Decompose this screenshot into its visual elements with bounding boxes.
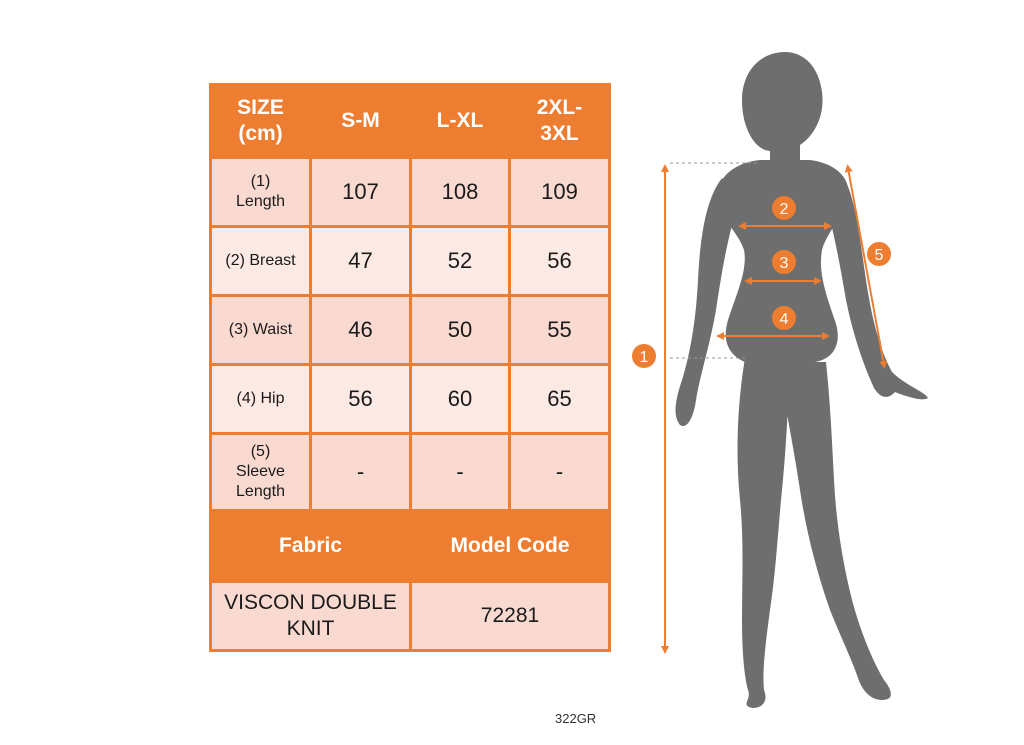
svg-text:2: 2 <box>779 201 789 218</box>
size-header-row <box>211 85 610 158</box>
measurement-marker-3 <box>772 250 796 274</box>
row-label-breast: (2) Breast <box>211 227 311 296</box>
svg-text:4: 4 <box>779 311 789 328</box>
measurement-marker-1 <box>632 344 656 368</box>
table-row-breast <box>211 227 610 296</box>
size-header-l-xl: L-XL <box>411 85 510 158</box>
size-header-s-m: S-M <box>311 85 411 158</box>
measurement-marker-2 <box>772 196 796 220</box>
cell-value: 46 <box>311 296 411 365</box>
cell-value: 52 <box>411 227 510 296</box>
cell-value: 109 <box>510 158 610 227</box>
row-label-length: (1) Length <box>211 158 311 227</box>
svg-text:3: 3 <box>779 255 789 272</box>
table-row-sleeve-length <box>211 434 610 511</box>
size-unit-header: SIZE (cm) <box>211 85 311 158</box>
cell-value: - <box>311 434 411 511</box>
product-code: 322GR <box>555 711 597 726</box>
row-label-hip: (4) Hip <box>211 365 311 434</box>
table-row-length <box>211 158 610 227</box>
row-label-waist: (3) Waist <box>211 296 311 365</box>
model-code-value: 72281 <box>411 582 610 651</box>
cell-value: 56 <box>311 365 411 434</box>
svg-text:5: 5 <box>874 247 884 264</box>
fabric-header: Fabric <box>211 511 411 582</box>
silhouette-body <box>676 52 928 708</box>
cell-value: 65 <box>510 365 610 434</box>
female-silhouette-icon <box>620 40 950 720</box>
row-label-sleeve-length: (5) Sleeve Length <box>211 434 311 511</box>
table-row-waist <box>211 296 610 365</box>
cell-value: 107 <box>311 158 411 227</box>
cell-value: 50 <box>411 296 510 365</box>
fabric-header-row <box>211 511 610 582</box>
measurement-marker-4 <box>772 306 796 330</box>
cell-value: 56 <box>510 227 610 296</box>
table-row-hip <box>211 365 610 434</box>
cell-value: - <box>510 434 610 511</box>
cell-value: 47 <box>311 227 411 296</box>
cell-value: - <box>411 434 510 511</box>
fabric-value: VISCON DOUBLE KNIT <box>211 582 411 651</box>
size-header-2xl-3xl: 2XL- 3XL <box>510 85 610 158</box>
cell-value: 108 <box>411 158 510 227</box>
model-code-header: Model Code <box>411 511 610 582</box>
svg-text:1: 1 <box>639 349 649 366</box>
cell-value: 55 <box>510 296 610 365</box>
cell-value: 60 <box>411 365 510 434</box>
fabric-value-row <box>211 582 610 651</box>
measurement-marker-5 <box>867 242 891 266</box>
size-chart-table <box>209 83 611 652</box>
